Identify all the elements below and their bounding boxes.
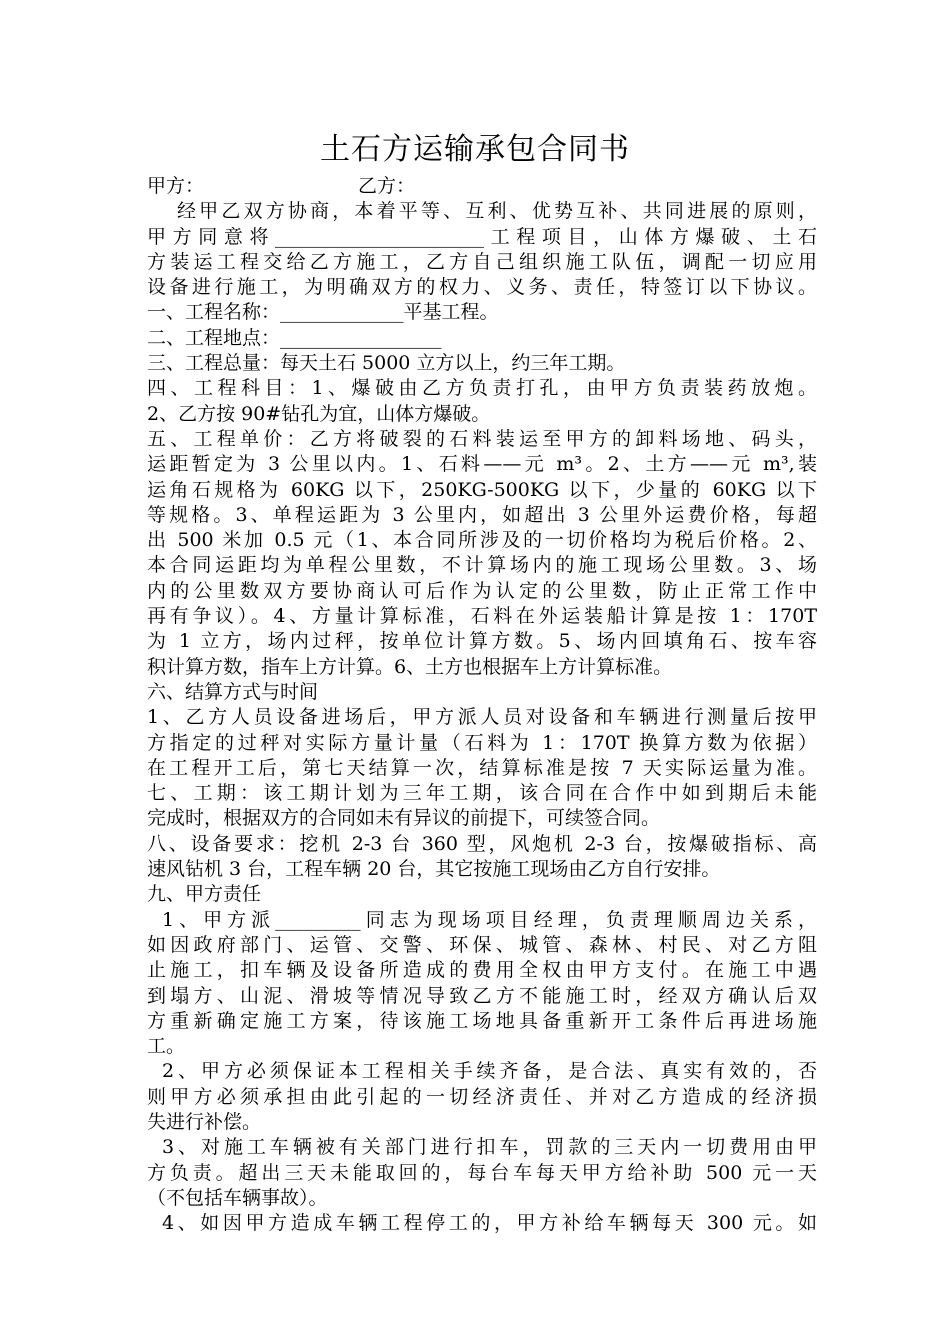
text-line: 在工程开工后，第七天结算一次，结算标准是按 7 天实际运量为准。 <box>147 756 817 779</box>
text-line: 方装运工程交给乙方施工，乙方自己组织施工队伍，调配一切应用 <box>147 250 817 273</box>
text-line: 工。 <box>147 1035 186 1058</box>
text-line: 止施工，扣车辆及设备所造成的费用全权由甲方支付。在施工中遇 <box>147 959 817 982</box>
text-line: 出 500 米加 0.5 元（1、本合同所涉及的一切价格均为税后价格。2、 <box>147 529 817 552</box>
parties-line <box>147 174 817 199</box>
text-line: 运角石规格为 60KG 以下，250KG-500KG 以下，少量的 60KG 以下 <box>147 478 817 501</box>
text-line: 失进行补偿。 <box>147 1110 262 1133</box>
text-line: 七、工期：该工期计划为三年工期，该合同在合作中如到期后未能 <box>147 782 817 805</box>
text-line: 再有争议）。4、方量计算标准，石料在外运装船计算是按 1：170T <box>147 605 817 628</box>
text-line: 如因政府部门、运管、交警、环保、城管、森林、村民、对乙方阻 <box>147 933 817 956</box>
text-line: 一、工程名称：_____________平基工程。 <box>147 301 499 324</box>
text-line: 为 1 立方，场内过秤，按单位计算方数。5、场内回填角石、按车容 <box>147 630 817 653</box>
text-line: 甲方同意将______________________工程项目，山体方爆破、土石 <box>147 225 817 248</box>
party-a-label: 甲方： <box>147 175 205 197</box>
text-line: 1、甲方派_________同志为现场项目经理，负责理顺周边关系， <box>162 908 817 931</box>
text-line: 完成时，根据双方的合同如未有异议的前提下，可续签合同。 <box>147 807 661 830</box>
text-line: 四、工程科目：1、爆破由乙方负责打孔，由甲方负责装药放炮。 <box>147 377 817 400</box>
text-line: 2、甲方必须保证本工程相关手续齐备，是合法、真实有效的，否 <box>162 1060 817 1083</box>
section-heading: 九、甲方责任 <box>147 883 262 906</box>
text-line: 运距暂定为 3 公里以内。1、石料——元 m³。2、土方——元 m³,装 <box>147 453 817 476</box>
text-line: 到塌方、山泥、滑坡等情况导致乙方不能施工时，经双方确认后双 <box>147 984 817 1007</box>
text-line: 经甲乙双方协商，本着平等、互利、优势互补、共同进展的原则， <box>177 200 817 223</box>
text-line: 则甲方必须承担由此引起的一切经济责任、并对乙方造成的经济损 <box>147 1085 817 1108</box>
text-line: 二、工程地点：_________________ <box>147 326 442 349</box>
text-line: 速风钻机 3 台，工程车辆 20 台，其它按施工现场由乙方自行安排。 <box>147 858 721 881</box>
text-line: 1、乙方人员设备进场后，甲方派人员对设备和车辆进行测量后按甲 <box>147 706 817 729</box>
text-line: 内的公里数双方要协商认可后作为认定的公里数，防止正常工作中 <box>147 579 817 602</box>
text-line: 3、对施工车辆被有关部门进行扣车，罚款的三天内一切费用由甲 <box>162 1136 817 1159</box>
text-line: 本合同运距均为单程公里数，不计算场内的施工现场公里数。3、场 <box>147 554 817 577</box>
text-line: 4、如因甲方造成车辆工程停工的，甲方补给车辆每天 300 元。如 <box>162 1212 817 1235</box>
text-line: （不包括车辆事故）。 <box>147 1186 328 1209</box>
text-line: 设备进行施工，为明确双方的权力、义务、责任，特签订以下协议。 <box>147 276 817 299</box>
section-heading: 六、结算方式与时间 <box>147 680 319 703</box>
text-line: 方重新确定施工方案，待该施工场地具备重新开工条件后再进场施 <box>147 1009 817 1032</box>
text-line: 方负责。超出三天未能取回的，每台车每天甲方给补助 500 元一天 <box>147 1161 817 1184</box>
document-title: 土石方运输承包合同书 <box>320 132 630 167</box>
text-line: 等规格。3、单程运距为 3 公里内，如超出 3 公里外运费价格，每超 <box>147 503 817 526</box>
text-line: 五、工程单价：乙方将破裂的石料装运至甲方的卸料场地、码头， <box>147 427 817 450</box>
party-b-label: 乙方： <box>358 175 416 197</box>
text-line: 三、工程总量：每天土石 5000 立方以上，约三年工期。 <box>147 352 626 375</box>
document-body <box>147 174 817 1236</box>
text-line: 方指定的过秤对实际方量计量（石料为 1：170T 换算方数为依据） <box>147 731 817 754</box>
text-line: 积计算方数，指车上方计算。6、土方也根据车上方计算标准。 <box>147 655 673 678</box>
text-line: 2、乙方按 90#钻孔为宜，山体方爆破。 <box>147 402 491 425</box>
text-line: 八、设备要求：挖机 2-3 台 360 型，风炮机 2-3 台，按爆破指标、高 <box>147 832 817 855</box>
